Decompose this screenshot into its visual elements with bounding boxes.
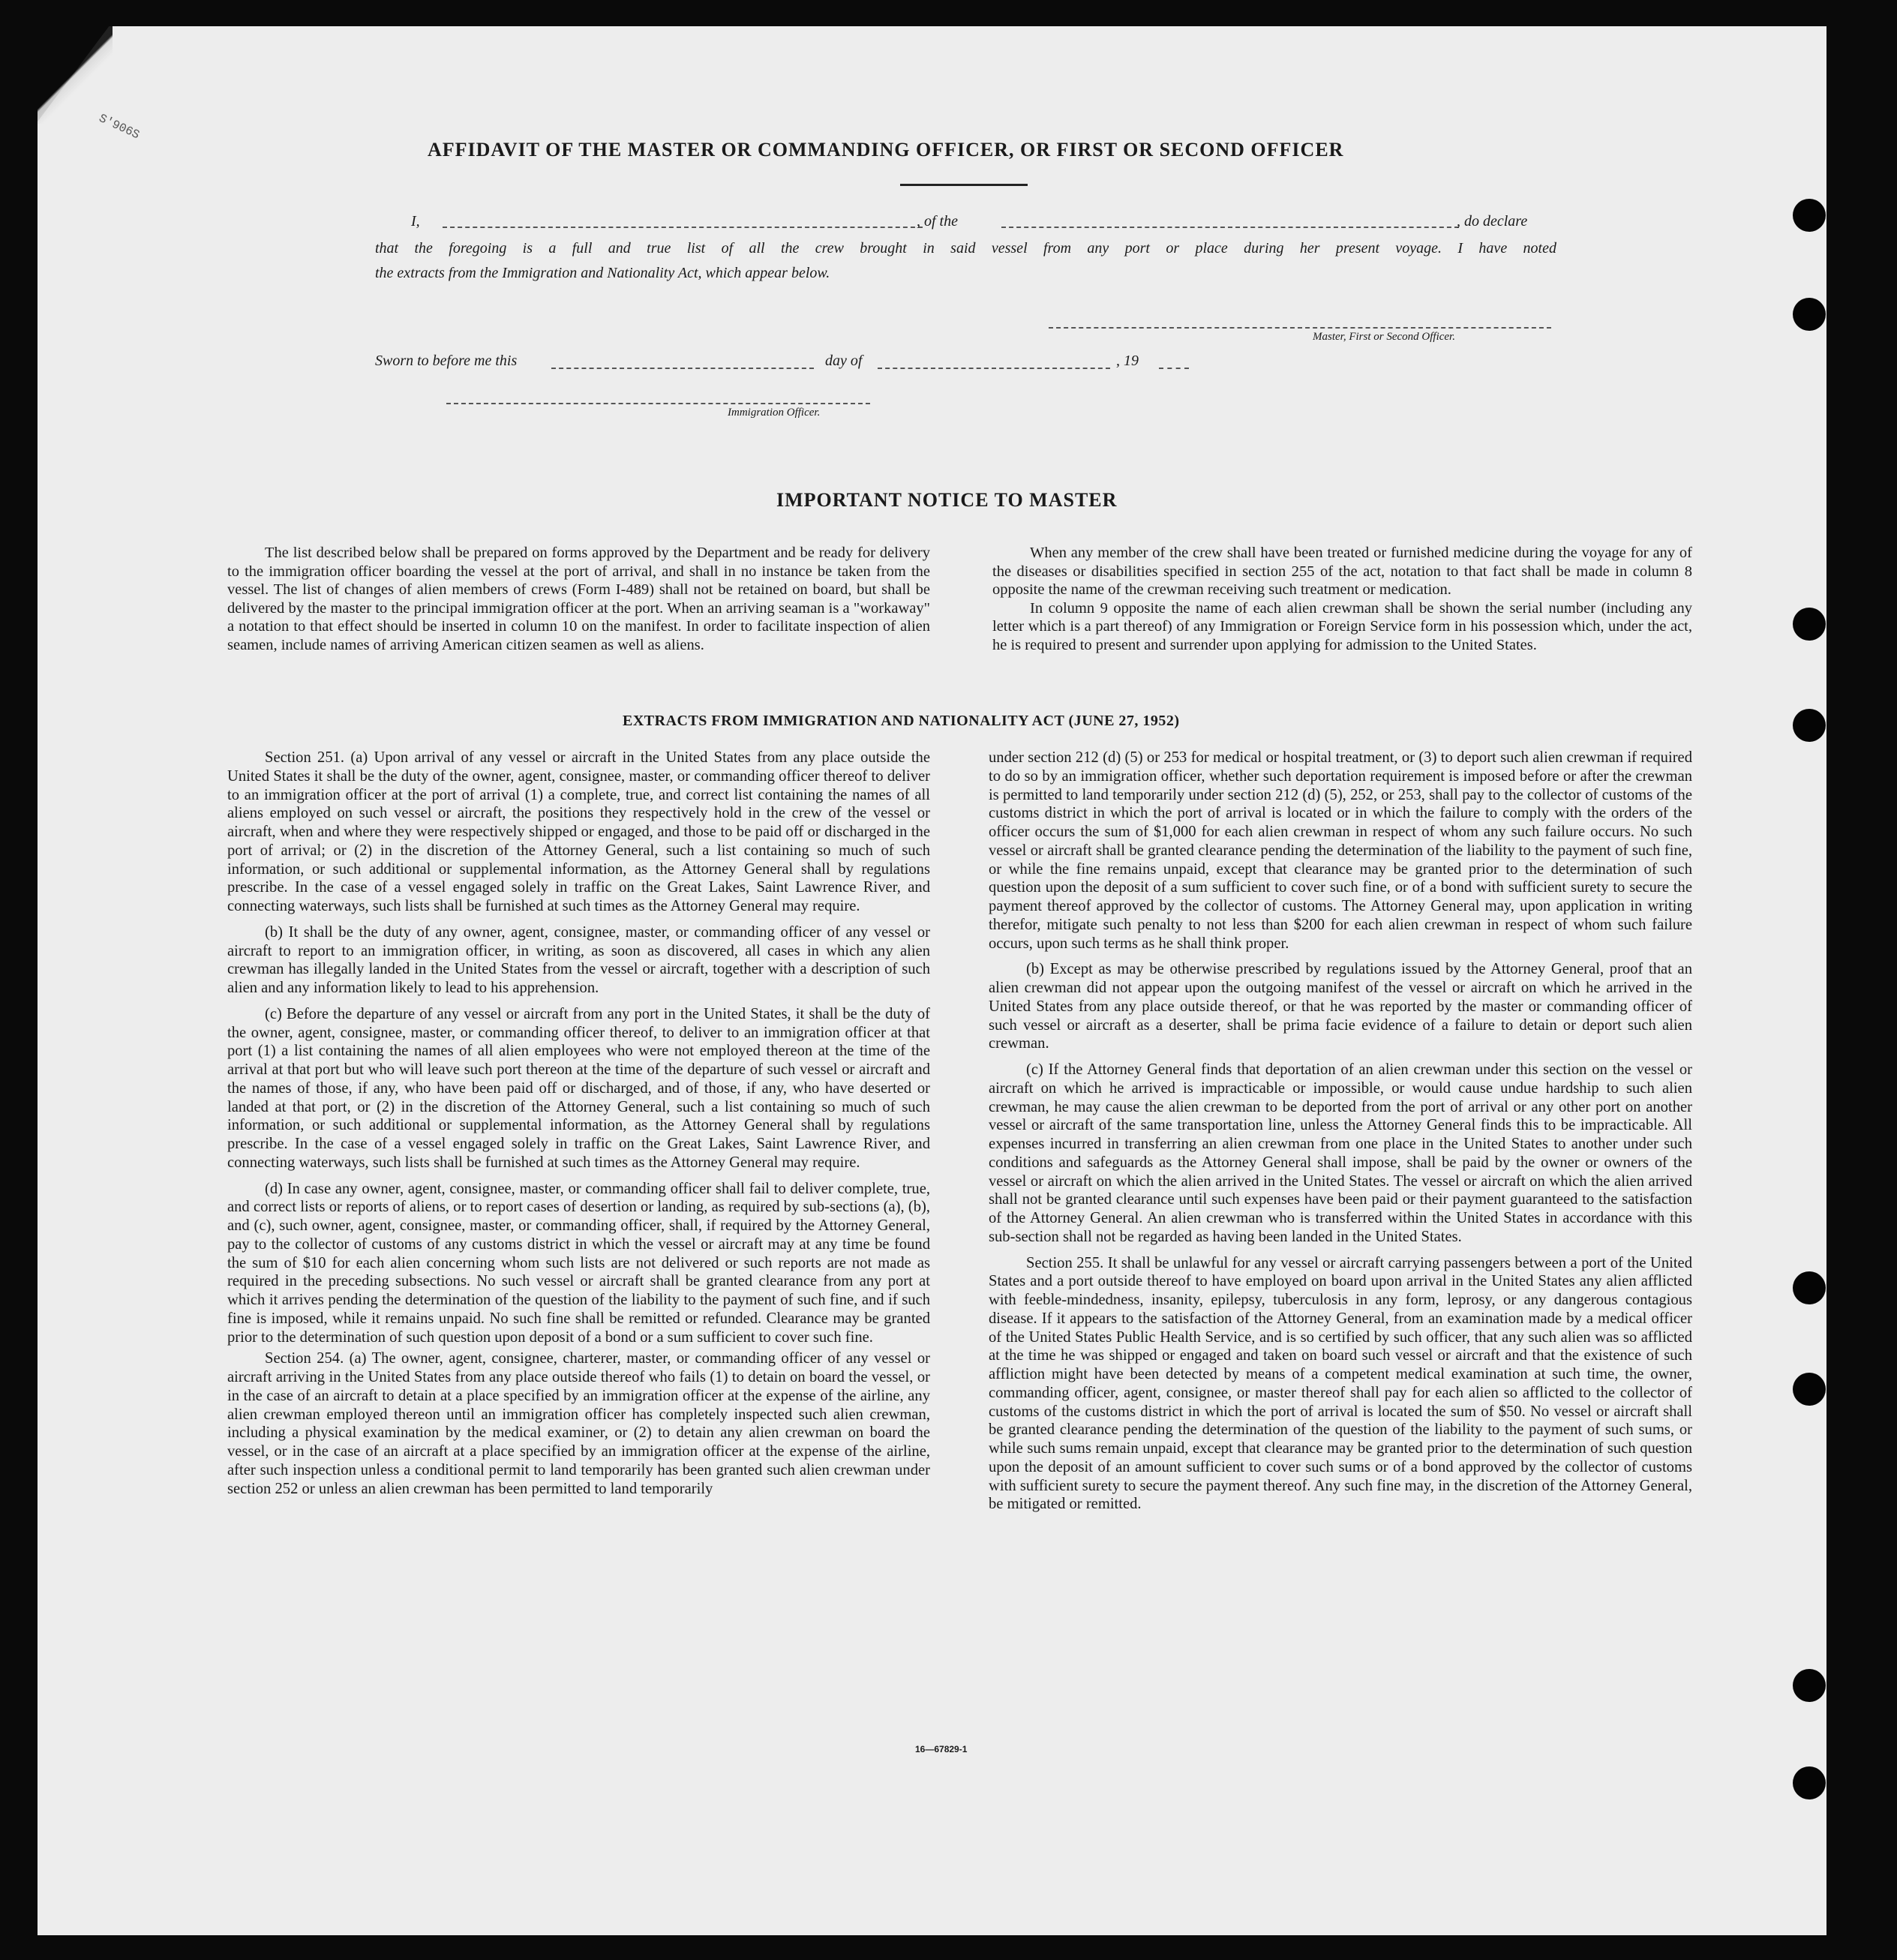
affidavit-i: I, xyxy=(411,213,420,230)
extract-paragraph: (d) In case any owner, agent, consignee, master, or commanding officer shall fail to deliver complete, true, and correct lists or reports of aliens, or to report cases of desertion or landing, as required by sub-sections (a), (b), and (c), such owner, agent, consignee, master, or commanding officer, shall, if required by the Attorney General, pay to the collector of customs of any customs district in which the vessel or aircraft may at any time be found the sum of $10 for each alien concerning whom such lists are not delivered or such reports are not made as required in the preceding subsections. No such vessel or aircraft shall be granted clearance from any port at which it arrives pending the determination of the question of the liability to the payment of such fine, and if such fine is imposed, while it remains unpaid. No such fine shall be remitted or refunded. Clearance may be granted prior to the determination of such question upon deposit of a bond or a sum sufficient to cover such fine. xyxy=(227,1180,930,1346)
notice-left-paragraph: The list described below shall be prepared on forms approved by the Department and be ready for delivery to the immigration officer boarding the vessel at the port of arrival, and shall in no instance be taken from the vessel. The list of changes of alien members of crews (Form I-489) shall not be retained on board, but shall be delivered by the master to the principal immigration officer at the port. When an arriving seaman is a "workaway" a notation to that effect should be inserted in column 10 on the manifest. In order to facilitate inspection of alien seamen, include names of arriving American citizen seamen as well as aliens. xyxy=(227,545,930,653)
affidavit-declare: , do declare xyxy=(1457,213,1528,230)
immigration-caption: Immigration Officer. xyxy=(728,407,821,419)
affidavit-title: AFFIDAVIT OF THE MASTER OR COMMANDING OFFICER, OR FIRST OR SECOND OFFICER xyxy=(428,139,1344,161)
extract-paragraph: (b) Except as may be otherwise prescribed by regulations issued by the Attorney General, proof that an alien crewman did not appear upon the outgoing manifest of the vessel or aircraft on which he arrived in the United States from any place outside thereof, or that he was reported by the master or commanding officer of such vessel or aircraft as a deserter, shall be prima facie evidence of a failure to detain or deport such alien crewman. xyxy=(989,961,1692,1052)
year-label: , 19 xyxy=(1116,353,1139,369)
binder-hole xyxy=(1793,608,1826,641)
extracts-right-column xyxy=(989,749,1692,1521)
form-number: 16—67829-1 xyxy=(915,1744,968,1754)
day-of-label: day of xyxy=(825,353,863,369)
extract-paragraph: under section 212 (d) (5) or 253 for medical or hospital treatment, or (3) to deport such alien crewman if required to do so by an immigration officer, whether such deportation requirement is imposed before or after the crewman is permitted to land temporarily under section 212 (d) (5), 252, or 253, shall pay to the collector of customs of the customs district in which the port of arrival is located or in which the failure to comply with the orders of the officer occurs the sum of $1,000 for each alien crewman in respect of whom any such failure occurs. No such vessel or aircraft shall be granted clearance pending the determination of the liability to the payment of such fine, or while the fine remains unpaid, except that clearance may be granted prior to the determination of such question upon the deposit of a sum sufficient to cover such fine, or of a bond with sufficient surety to secure the payment thereof approved by the collector of customs. The Attorney General may, upon application in writing therefor, mitigate such penalty to not less than $200 for each alien crewman in respect of whom such failure occurs, upon such terms as he shall think proper. xyxy=(989,749,1692,952)
master-signature-blank[interactable] xyxy=(1049,327,1551,329)
notice-left-column xyxy=(227,544,930,662)
sworn-day-blank[interactable] xyxy=(551,368,814,369)
affidavit-body-line2: that the foregoing is a full and true list of all the crew brought in said vessel from any port or place during her present voyage. I have noted xyxy=(375,240,1556,257)
extracts-left-column xyxy=(227,749,930,1505)
extracts-title: EXTRACTS FROM IMMIGRATION AND NATIONALITY ACT (JUNE 27, 1952) xyxy=(623,713,1180,729)
binder-hole xyxy=(1793,1271,1826,1304)
corner-stamp: S'906S xyxy=(96,111,142,143)
notice-right-paragraph-2: In column 9 opposite the name of each alien crewman shall be shown the serial number (including any letter which is a part thereof) of any Immigration or Foreign Service form in his possession which, under the act, he is required to present and surrender upon applying for admission to the United States. xyxy=(992,599,1692,653)
notice-title: IMPORTANT NOTICE TO MASTER xyxy=(776,489,1118,511)
binder-hole xyxy=(1793,298,1826,331)
sworn-label: Sworn to before me this xyxy=(375,353,518,369)
notice-right-paragraph-1: When any member of the crew shall have been treated or furnished medicine during the voyage for any of the diseases or disabilities specified in section 255 of the act, notation to that fact shall be made in column 8 opposite the name of the crewman receiving such treatment or medication. xyxy=(992,545,1692,599)
extract-paragraph: (b) It shall be the duty of any owner, agent, consignee, master, or commanding officer of any vessel or aircraft to report to an immigration officer, in writing, as soon as discovered, all cases in which any alien crewman has illegally landed in the United States from the vessel or aircraft, together with a description of such alien and any information likely to lead to his apprehension. xyxy=(227,923,930,996)
extract-paragraph: Section 255. It shall be unlawful for any vessel or aircraft carrying passengers between a port of the United States and a port outside thereof to have employed on board upon arrival in the United States any alien afflicted with feeble-mindedness, insanity, epilepsy, tuberculosis in any form, leprosy, or any dangerous contagious disease. If it appears to the satisfaction of the Attorney General, from an examination made by a medical officer of the United States Public Health Service, and is so certified by such officer, that any such alien was so afflicted at the time he was shipped or engaged and taken on board such vessel or aircraft and that the existence of such affliction might have been detected by means of a competent medical examination at such time, the owner, commanding officer, agent, consignee, or master thereof shall pay for each alien so afflicted to the collector of customs of the customs district in which the port of arrival is located the sum of $50. No vessel or aircraft shall be granted clearance pending the determination of the question of the liability to the payment of such sums, or while such sums remain unpaid, except that clearance may be granted prior to the determination of such question upon the deposit of an amount sufficient to cover such sums or of a bond approved by the collector of customs with sufficient surety to secure the payment thereof. Any such fine may, in the discretion of the Attorney General, be mitigated or remitted. xyxy=(989,1254,1692,1513)
extract-paragraph: Section 254. (a) The owner, agent, consignee, charterer, master, or commanding officer of any vessel or aircraft arriving in the United States from any place outside thereof who fails (1) to detain on board the vessel, or in the case of an aircraft to detain at a place specified by an immigration officer at the expense of the airline, any alien crewman employed thereon until an immigration officer has completely inspected such alien crewman, including a physical examination by the medical examiner, or (2) to detain any alien crewman on board the vessel, or in the case of an aircraft at a place specified by an immigration officer at the expense of the airline, after such inspection unless a conditional permit to land temporarily has been granted such alien crewman under section 252 or unless an alien crewman has been permitted to land temporarily xyxy=(227,1350,930,1497)
vessel-blank[interactable] xyxy=(1001,227,1459,228)
binder-hole xyxy=(1793,199,1826,232)
name-blank[interactable] xyxy=(443,227,923,228)
extract-paragraph: (c) If the Attorney General finds that deportation of an alien crewman under this section on the vessel or aircraft on which he arrived is impracticable or impossible, or would cause undue hardship to such alien crewman, he may cause the alien crewman to be deported from the port of arrival or any other port on another vessel or aircraft of the same transportation line, unless the Attorney General finds this to be impracticable. All expenses incurred in transferring an alien crewman from one place in the United States to another under such conditions and safeguards as the Attorney General shall impose, shall be paid by the owner or owners of the vessel or aircraft on which the alien arrived in the United States. The vessel or aircraft on which the alien arrived shall not be granted clearance until such expenses have been paid or their payment guaranteed to the satisfaction of the Attorney General. An alien crewman who is transferred within the United States in accordance with this sub-section shall not be regarded as having been landed in the United States. xyxy=(989,1061,1692,1245)
year-blank[interactable] xyxy=(1159,368,1189,369)
month-blank[interactable] xyxy=(878,368,1110,369)
binder-hole xyxy=(1793,709,1826,742)
affidavit-of-the: , of the xyxy=(917,213,958,230)
binder-hole xyxy=(1793,1373,1826,1406)
folded-corner xyxy=(38,26,113,124)
binder-hole xyxy=(1793,1669,1826,1702)
extract-paragraph: Section 251. (a) Upon arrival of any vessel or aircraft in the United States from any place outside the United States it shall be the duty of the owner, agent, consignee, master, or commanding officer thereof to deliver to an immigration officer at the port of arrival (1) a complete, true, and correct list containing the names of all aliens employed on such vessel or aircraft, the positions they respectively hold in the crew of the vessel or aircraft, when and where they were respectively shipped or engaged, and those to be paid off or discharged in the port of arrival; or (2) in the discretion of the Attorney General, such a list containing so much of such information, or such additional or supplemental information, as the Attorney General shall by regulations prescribe. In the case of a vessel engaged solely in traffic on the Great Lakes, Saint Lawrence River, and connecting waterways, such lists shall be furnished at such times as the Attorney General may require. xyxy=(227,749,930,914)
affidavit-body-line3: the extracts from the Immigration and Nationality Act, which appear below. xyxy=(375,265,830,281)
binder-hole xyxy=(1793,1766,1826,1799)
master-caption: Master, First or Second Officer. xyxy=(1313,331,1455,343)
extract-paragraph: (c) Before the departure of any vessel or aircraft from any port in the United States, it shall be the duty of the owner, agent, consignee, master, or commanding officer thereof, to deliver to an immigration officer at that port (1) a list containing the names of all alien employees who were not employed thereon at the time of the arrival at that port but who will leave such port thereon at the time of the departure of such vessel or aircraft and the names of those, if any, who have been paid off or discharged, and of those, if any, who have deserted or landed at that port, or (2) in the discretion of the Attorney General, such a list containing so much of such information, or such additional or supplemental information, as the Attorney General shall by regulations prescribe. In the case of a vessel engaged solely in traffic on the Great Lakes, Saint Lawrence River, and connecting waterways, such lists shall be furnished at such times as the Attorney General may require. xyxy=(227,1005,930,1171)
notice-right-column xyxy=(992,544,1692,662)
immigration-signature-blank[interactable] xyxy=(446,403,870,404)
title-rule xyxy=(900,184,1028,186)
